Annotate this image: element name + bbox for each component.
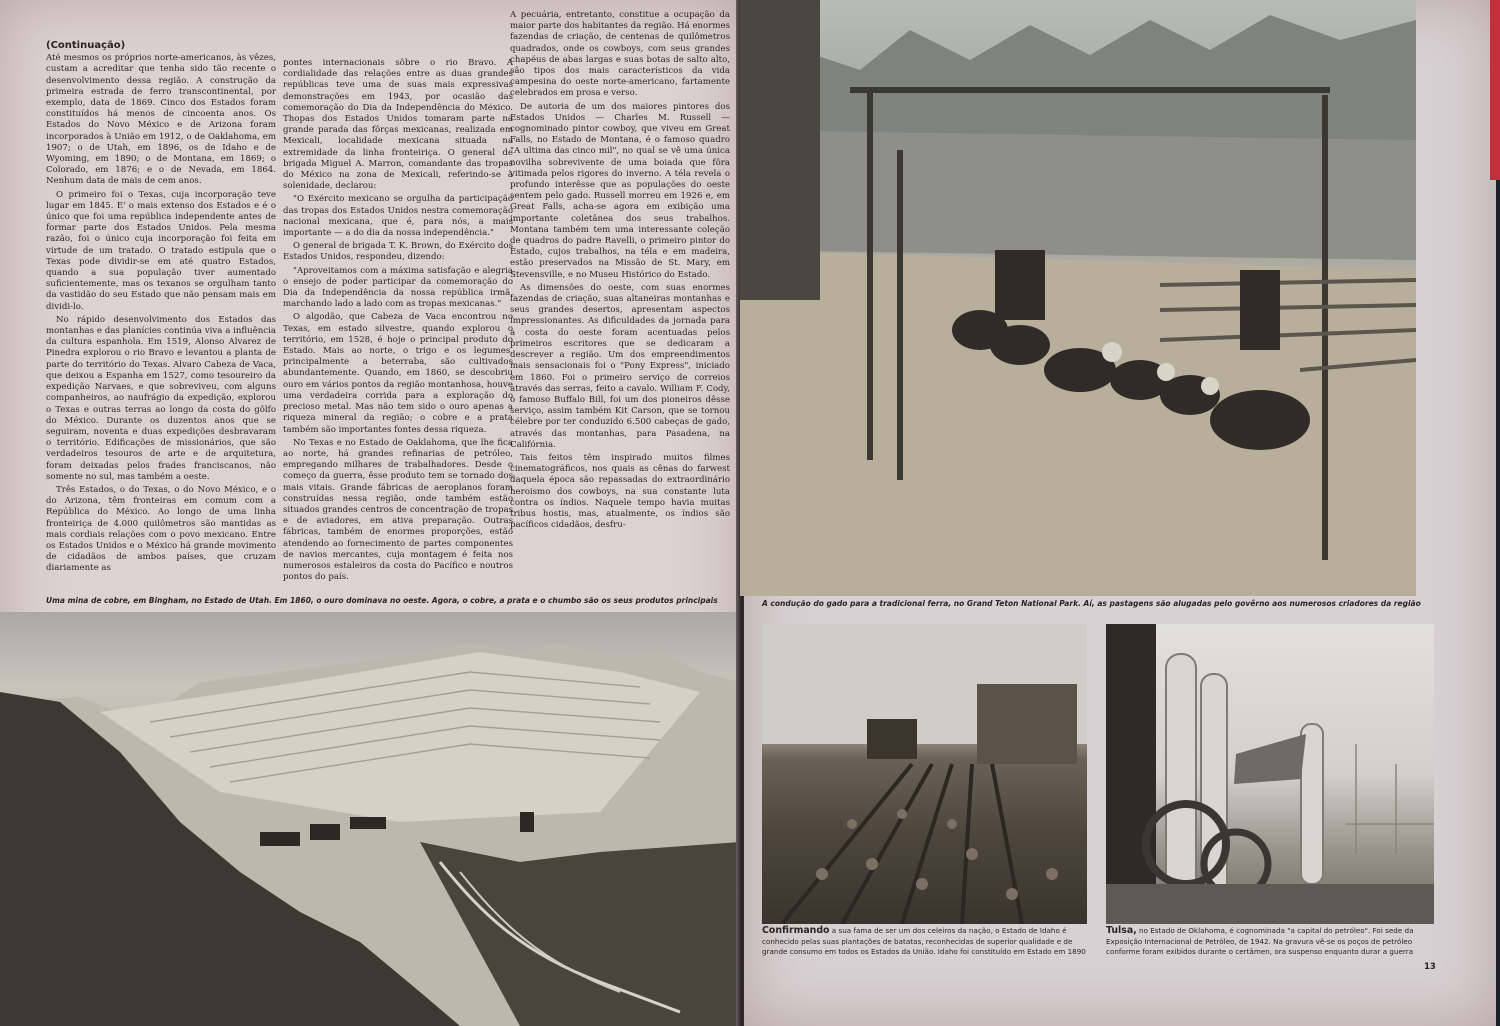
paragraph: As dimensões do oeste, com suas enormes fazendas de criação, suas altaneiras montanhas e seus grandes desertos, apresentam aspectos impressionantes. As dificuldades da jornada para a costa do oeste foram acentuadas pelos primeiros escritores que se dedicaram a descrever a região. Um dos empreendimentos mais sensacionais foi o "Pony Express", iniciado em 1860. Foi o primeiro serviço de correios através das serras, feito a cavalo. William F. Cody, o famoso Buffalo Bill, foi um dos pioneiros dêsse serviço, assim também Kit Carson, que se tornou célebre por ter conduzido 6.500 cabeças de gado, através das montanhas, para Pasadena, na Califórnia. <box>510 282 730 450</box>
tulsa-oil-illustration <box>1106 624 1434 924</box>
paragraph: Até mesmos os próprios norte-americanos, às vêzes, custam a acreditar que tenha sido tão recente o desenvolvimento dessa região. A construção da primeira estrada de ferro transcontinental, por exemplo, data de 1869. Cinco dos Estados foram constituídos há menos de cincoenta anos. Os Estados do Novo México e de Arizona foram incorporados à União em 1912, o de Oaklahoma, em 1907; o de Utah, em 1896, os de Idaho e de Wyoming, em 1890; o de Montana, em 1869; o Colorado, em 1876; e o de Nevada, em 1864. Nenhum data de mais de cem anos. <box>46 53 276 187</box>
paragraph: O algodão, que Cabeza de Vaca encontrou no Texas, em estado silvestre, quando explorou o território, em 1528, é hoje o principal produto do Estado. Mais ao norte, o trigo e os legumes, principalmente a beterraba, são cultivados abundantemente. Quando, em 1860, se descobriu ouro em vários pontos da região montanhosa, houve uma verdadeira corrida para a exploração do precioso metal. Mas não tem sido o ouro apenas a riqueza mineral da região; o cobre e a prata também são importantes fontes dessa riqueza. <box>283 312 513 435</box>
potato-field-illustration <box>762 624 1087 924</box>
potato-caption-text: a sua fama de ser um dos celeiros da nação, o Estado de Idaho é conhecido pelas suas plantações de batatas, reconhecidas de superior qualidade e de grande consumo em todos os Estados da União. Idaho foi constituído em Estado em 1890 <box>762 926 1086 957</box>
paragraph: O general de brigada T. K. Brown, do Exército dos Estados Unidos, respondeu, dizendo: <box>283 241 513 263</box>
text-column-1 <box>46 40 276 577</box>
paragraph: No Texas e no Estado de Oaklahoma, que lhe fica ao norte, há grandes refinarias de petróleo, empregando milhares de trabalhadores. Desde o começo da guerra, êsse produto tem se tornado dos mais vitais. Grande fábricas de aeroplanos foram construídas nessa região, onde também estão situados grandes centros de concentração de tropas e de aviadores, em ativa preparação. Outras fábricas, também de enormes proporções, estão atendendo ao fornecimento de partes componentes de navios mercantes, cuja montagem é feita nos numerosos estaleiros da costa do Pacífico e noutros pontos do país. <box>283 437 513 583</box>
left-page <box>0 0 740 1026</box>
text-column-3 <box>510 10 730 533</box>
text-column-2 <box>283 58 513 585</box>
paragraph: Tais feitos têm inspirado muitos filmes cinematográficos, nos quais as cênas do farwest daquela época são repassadas do extraordinário heroismo dos cowboys, na sua constante luta contra os índios. Naquele tempo havia muitas tribus hostis, mas, atualmente, os índios são pacíficos cidadãos, desfru- <box>510 452 730 531</box>
copper-mine-illustration <box>0 612 740 1026</box>
paragraph: De autoria de um dos maiores pintores dos Estados Unidos — Charles M. Russell — cognominado pintor cowboy, que viveu em Great Falls, no Estado de Montana, é o famoso quadro "A ultima das cinco mil", no qual se vê uma única novilha sobrevivente de uma boiada que fôra vitimada pelos rigores do inverno. A téla revela o profundo interêsse que as populações do oeste sentem pelo gado. Russell morreu em 1926 e, em Great Falls, acha-se agora em exibição uma importante coletânea dos seus trabalhos. Montana também tem uma interessante coleção de quadros do padre Ravelli, o primeiro pintor do Estado, cujos trabalhos, na téla e em madeira, estão preservados na Missão de St. Mary, em Stevensville, e no Museu Histórico do Estado. <box>510 101 730 280</box>
paragraph: No rápido desenvolvimento dos Estados das montanhas e das planícies continúa viva a influência da cultura espanhola. Em 1519, Alonso Alvarez de Pinedra explorou o rio Bravo e levantou a planta de parte do território do Texas. Alvaro Cabeza de Vaca, que deixou a Espanha em 1527, como tesoureiro da expedição Narvaes, e que sobreviveu, com alguns companheiros, ao naufrágio da expedição, explorou o Texas e outras terras ao longo da costa do gôlfo do México. Durante os duzentos anos que se seguiram, noventa e duas expedições desbravaram o território. Edificações de missionários, que são verdadeiros tesouros de arte e de arquitetura, foram deixadas pelos frades franciscanos, não somente no sul, mas também a oeste. <box>46 314 276 482</box>
cattle-roundup-photo <box>740 0 1416 596</box>
cattle-roundup-illustration <box>740 0 1416 596</box>
mine-caption: Uma mina de cobre, em Bingham, no Estado de Utah. Em 1860, o ouro dominava no oeste. Agora, o cobre, a prata e o chumbo são os seus produtos principais <box>46 596 718 605</box>
page-number: 13 <box>1424 962 1436 972</box>
paragraph: "O Exército mexicano se orgulha da participação das tropas dos Estados Unidos nestra comemoração nacional mexicana, que é, para nós, a mais importante — a do dia da nossa independência." <box>283 194 513 239</box>
red-edge-strip <box>1490 0 1500 180</box>
potato-field-photo <box>762 624 1087 924</box>
potato-caption <box>762 926 1087 958</box>
paragraph: "Aproveitamos com a máxima satisfação e alegria o ensejo de poder participar da comemoração do Dia da Independência da nossa república irmã, marchando lado a lado com as tropas mexicanas." <box>283 265 513 310</box>
cattle-caption: A condução do gado para a tradicional ferra, no Grand Teton National Park. Aí, as pastagens são alugadas pelo govêrno aos numerosos criadores da região <box>762 599 1421 608</box>
tulsa-caption <box>1106 926 1436 958</box>
continuation-heading: (Continuação) <box>46 40 126 51</box>
tulsa-oil-photo <box>1106 624 1434 924</box>
tulsa-caption-text: no Estado de Oklahoma, é cognominada "a capital do petróleo". Foi sede da Exposição Internacional de Petróleo, de 1942. Na gravura vê-se os poços de petróleo conforme foram exibidos durante o certâmen, ora suspenso enquanto durar a guerra <box>1106 926 1414 957</box>
paragraph: pontes internacionais sôbre o rio Bravo. A cordialidade das relações entre as duas grandes repúblicas teve uma de suas mais expressivas demonstrações em 1943, por ocasião das comemoração do Dia da Independência do México. Thopas dos Estados Unidos tomaram parte na grande parada das fôrças mexicanas, realizada em Mexicali, localidade mexicana situada na extremidade da linha fronteiriça. O general de brigada Miguel A. Marron, comandante das tropas do México na zona de Mexicali, referindo-se à solenidade, declarou: <box>283 58 513 192</box>
paragraph: A pecuária, entretanto, constitue a ocupação da maior parte dos habitantes da região. Há enormes fazendas de criação, de centenas de quilômetros quadrados, onde os cowboys, com seus grandes chapéus de abas largas e suas botas de salto alto, são tipos dos mais característicos da vida campesina do oeste norte-americano, fartamente celebrados em prosa e verso. <box>510 10 730 99</box>
tulsa-caption-lead: Tulsa, <box>1106 925 1137 936</box>
paragraph: O primeiro foi o Texas, cuja incorporação teve lugar em 1845. E' o mais extenso dos Estados e é o único que foi uma república independente antes de formar parte dos Estados Unidos. Pela mesma razão, foi o único cuja incorporação foi feita em virtude de um tratado. O tratado estipula que o Texas pode dividir-se em até quatro Estados, quando a sua população tiver aumentado suficientemente, mas os texanos se orgulham tanto da vastidão do seu Estado que não pensam mais em dividi-lo. <box>46 189 276 312</box>
potato-caption-lead: Confirmando <box>762 925 830 936</box>
copper-mine-photo <box>0 612 740 1026</box>
paragraph: Três Estados, o do Texas, o do Novo México, e o do Arizona, têm fronteiras em comum com a República do México. Ao longo de uma linha fronteiriça de 4.000 quilômetros são mantidas as mais cordiais relações com o povo mexicano. Entre os Estados Unidos e o México há grande movimento de cidadãos de ambos países, que cruzam diariamente as <box>46 484 276 574</box>
